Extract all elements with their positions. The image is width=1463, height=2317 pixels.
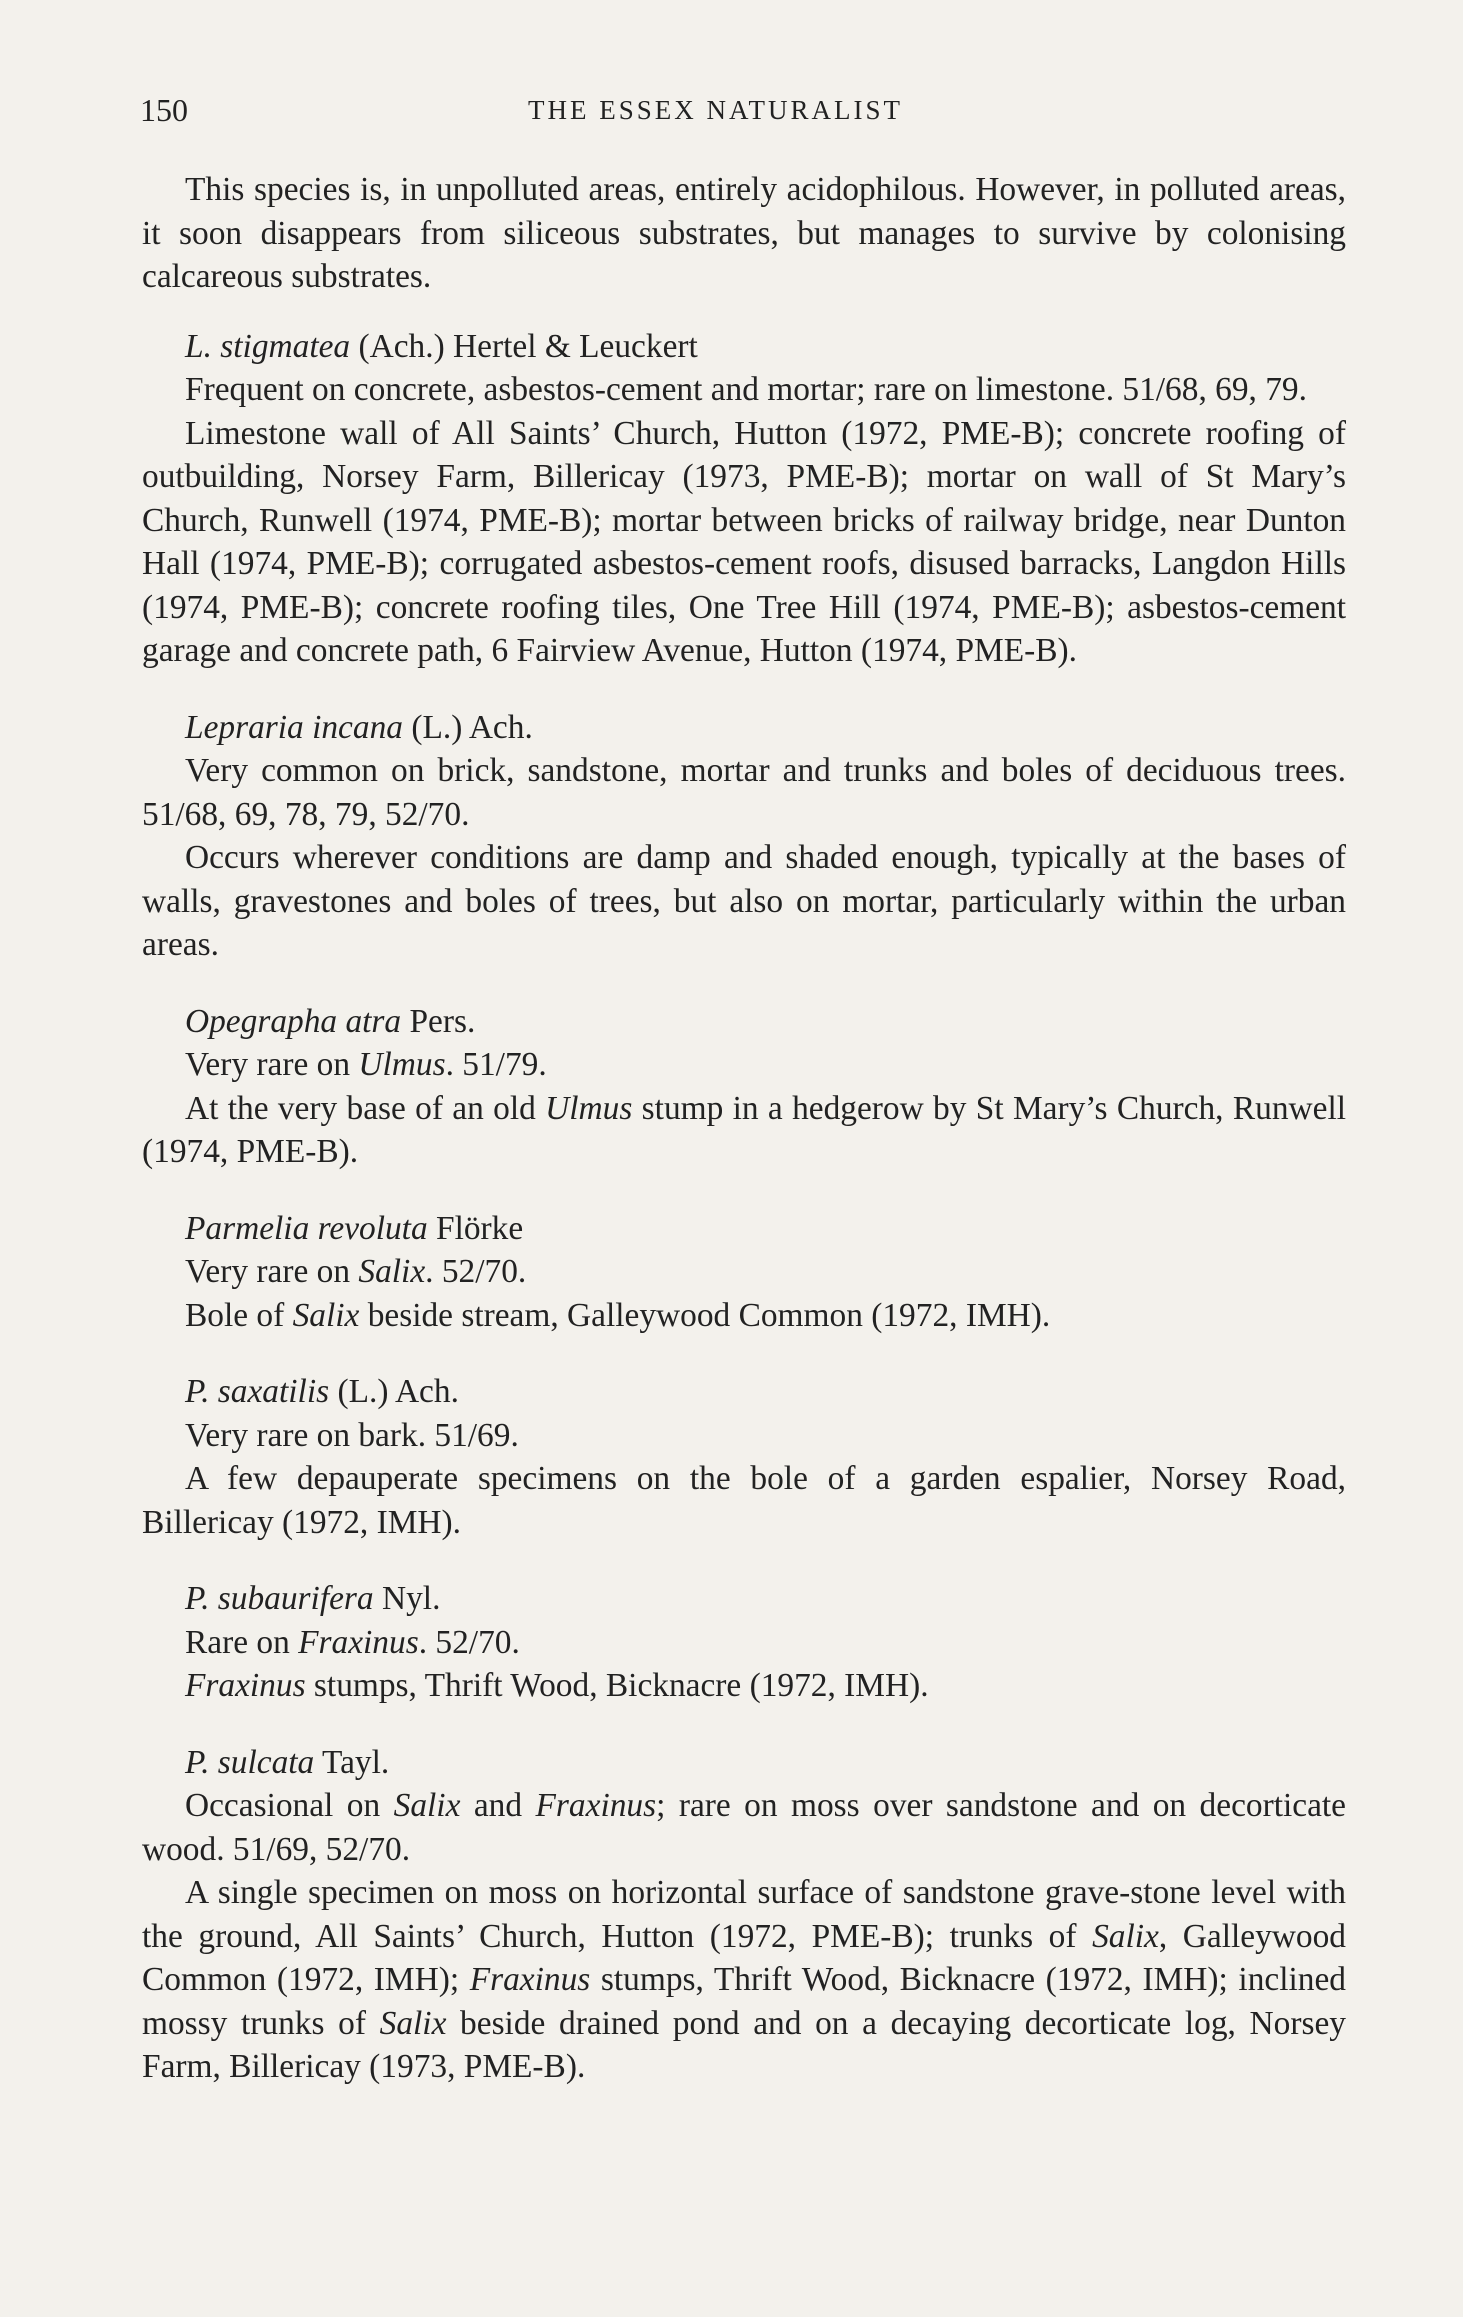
species-name: Opegrapha atra	[185, 1002, 402, 1040]
running-title: THE ESSEX NATURALIST	[528, 95, 903, 125]
habitat-paragraph: Very rare on bark. 51/69.	[185, 1416, 519, 1454]
species-name: P. saxatilis	[185, 1373, 330, 1410]
records-paragraph: Fraxinus stumps, Thrift Wood, Bicknacre (1972, IMH).	[185, 1667, 929, 1704]
species-name: Lepraria incana	[185, 708, 403, 746]
article-body	[142, 168, 1346, 2089]
species-heading	[142, 325, 1346, 369]
page-header	[140, 92, 1340, 132]
habitat-paragraph: Rare on Fraxinus. 52/70.	[185, 1623, 520, 1661]
species-name: L. stigmatea	[185, 327, 351, 365]
species-name: P. subaurifera	[185, 1580, 374, 1617]
species-heading	[142, 706, 1346, 750]
species-heading	[142, 1370, 1346, 1414]
habitat-paragraph: Occasional on Salix and Fraxinus; rare on moss over sandstone and on decorticate wood. 51/69, 52/70.	[142, 1787, 1346, 1868]
species-authority: (Ach.) Hertel & Leuckert	[358, 327, 698, 365]
habitat-paragraph: Very rare on Salix. 52/70.	[185, 1253, 527, 1290]
records-paragraph: A single specimen on moss on horizontal surface of sandstone grave-stone level with the ground, All Saints’ Church, Hutton (1972, PME-B); trunks of Salix, Galleywood Common (1972, IMH); Fraxinus stumps, Thrift Wood, Bicknacre (1972, IMH); inclined mossy trunks of Salix beside drained pond and on a decaying decorticate log, Norsey Farm, Billericay (1973, PME-B).	[142, 1874, 1347, 2085]
records-paragraph: Limestone wall of All Saints’ Church, Hutton (1972, PME-B); concrete roofing of outbuilding, Norsey Farm, Billericay (1973, PME-B); mortar on wall of St Mary’s Church, Runwell (1974, PME-B); mortar between bricks of railway bridge, near Dunton Hall (1974, PME-B); corrugated asbestos-cement roofs, disused barracks, Langdon Hills (1974, PME-B); concrete roofing tiles, One Tree Hill (1974, PME-B); asbestos-cement garage and concrete path, 6 Fairview Avenue, Hutton (1974, PME-B).	[142, 414, 1346, 669]
species-authority: (L.) Ach.	[411, 708, 533, 746]
records-paragraph: At the very base of an old Ulmus stump in a hedgerow by St Mary’s Church, Runwell (1974, PME-B).	[142, 1089, 1346, 1170]
species-heading	[142, 1000, 1346, 1044]
species-heading	[142, 1207, 1346, 1251]
records-paragraph: Occurs wherever conditions are damp and shaded enough, typically at the bases of walls, gravestones and boles of trees, but also on mortar, particularly within the urban areas.	[142, 839, 1346, 963]
species-authority: (L.) Ach.	[337, 1373, 459, 1410]
species-authority: Pers.	[409, 1002, 476, 1040]
habitat-paragraph: Frequent on concrete, asbestos-cement and mortar; rare on limestone. 51/68, 69, 79.	[185, 371, 1307, 408]
species-name: P. sulcata	[185, 1743, 315, 1781]
page-number: 150	[140, 92, 188, 128]
habitat-paragraph: Very rare on Ulmus. 51/79.	[185, 1046, 547, 1083]
species-authority: Nyl.	[381, 1580, 441, 1617]
species-authority: Tayl.	[322, 1743, 390, 1781]
records-paragraph: Bole of Salix beside stream, Galleywood Common (1972, IMH).	[185, 1296, 1051, 1334]
intro-paragraph: This species is, in unpolluted areas, entirely acidophilous. However, in polluted areas, it soon disappears from siliceous substrates, but manages to survive by colonising calcareous substrates.	[142, 171, 1346, 295]
records-paragraph: A few depauperate specimens on the bole of a garden espalier, Norsey Road, Billericay (1972, IMH).	[142, 1460, 1346, 1541]
species-name: Parmelia revoluta	[185, 1209, 428, 1247]
species-authority: Flörke	[436, 1209, 524, 1247]
species-heading	[142, 1577, 1346, 1621]
habitat-paragraph: Very common on brick, sandstone, mortar and trunks and boles of deciduous trees. 51/68, 69, 78, 79, 52/70.	[142, 752, 1346, 833]
species-heading	[142, 1741, 1346, 1785]
